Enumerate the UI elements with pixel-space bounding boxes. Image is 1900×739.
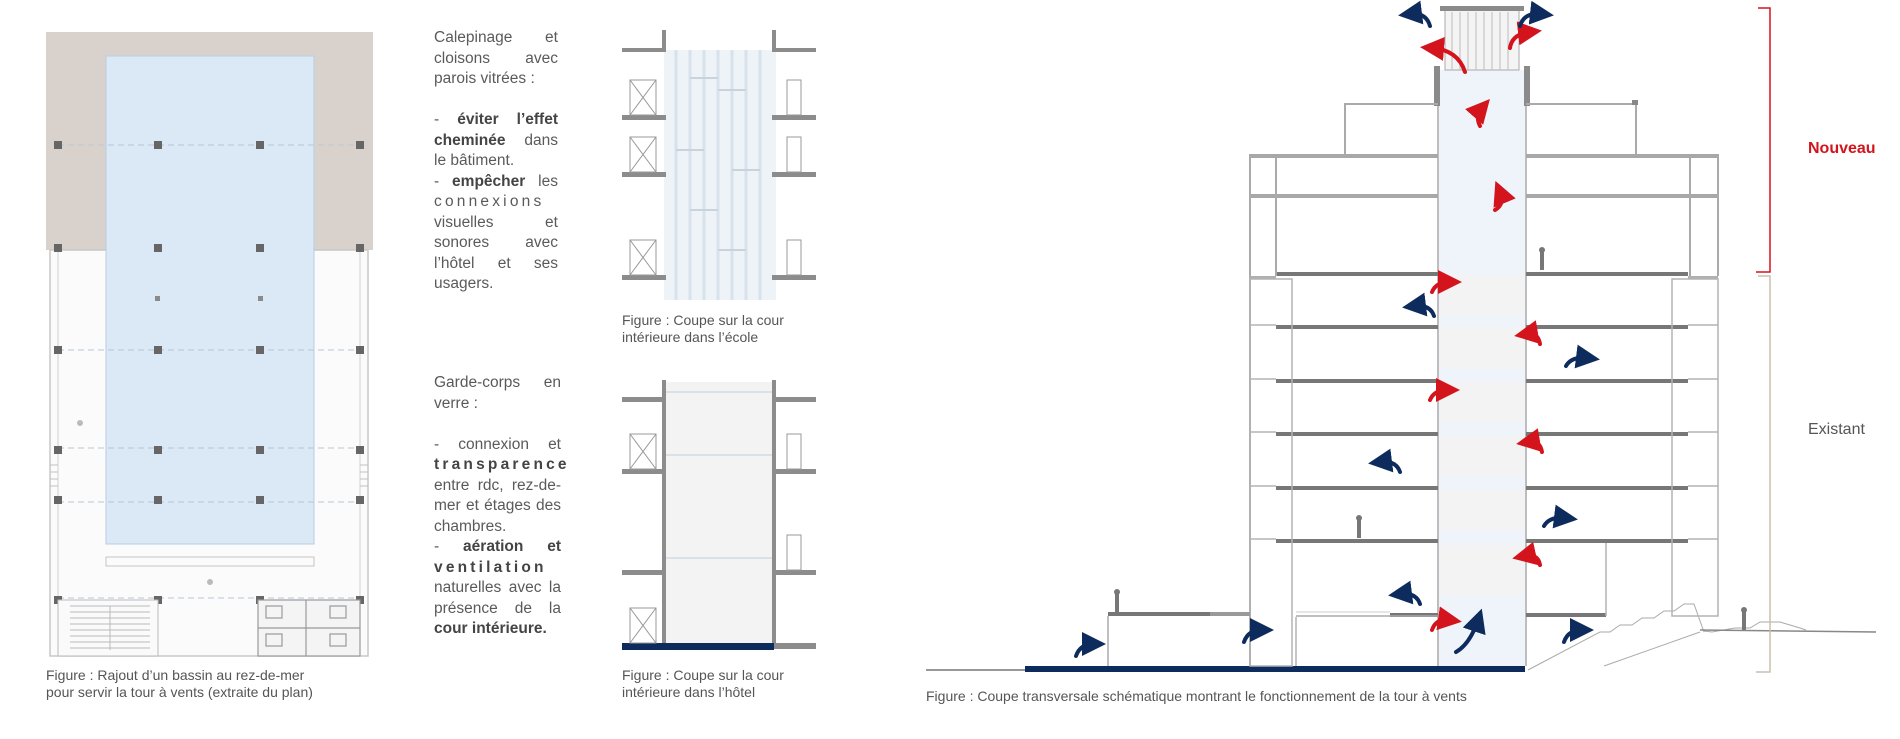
text-block-calepinage: Calepinage et cloisons avec parois vitrées : - éviter l’effet cheminée dans le bâtiment. - empêcher les connexions visuelles et sonores avec l’hôtel et ses usagers.: [434, 29, 558, 292]
connexions-spaced: connexions: [434, 193, 545, 210]
ecole-caption-line1: Figure : Coupe sur la cour: [622, 312, 784, 328]
effet-cheminee-bold: éviter l’effet cheminée: [434, 111, 558, 149]
hotel-caption-line1: Figure : Coupe sur la cour: [622, 667, 784, 683]
empecher-bold: empêcher: [452, 172, 526, 190]
text-block-garde-corps: Garde-corps en verre : - connexion et transparence entre rdc, rez-de-mer et étages des chambres. - aération et ventilation naturelles avec la présence de la cour intérieure.: [434, 374, 570, 637]
ventilation-rest: naturelles avec la présence de la: [434, 579, 561, 617]
plan-caption-line1: Figure : Rajout d’un bassin au rez-de-mer: [46, 667, 305, 683]
empecher-rest: visuelles et sonores avec l’hôtel et ses usagers.: [434, 213, 558, 292]
section-caption: Figure : Coupe transversale schématique montrant le fonctionnement de la tour à vents: [926, 688, 1467, 704]
hotel-caption-line2: intérieure dans l’hôtel: [622, 684, 756, 700]
empecher-les: les: [538, 172, 558, 190]
connexion-rest: entre rdc, rez-de-mer et étages des chambres.: [434, 476, 561, 535]
cour-interieure-bold: cour intérieure.: [434, 620, 547, 637]
calepinage-heading: Calepinage et cloisons avec parois vitrées :: [434, 29, 558, 87]
ecole-caption-line2: intérieure dans l’école: [622, 329, 759, 345]
plan-caption-line2: pour servir la tour à vents (extraite du plan): [46, 684, 313, 700]
ventilation-spaced: ventilation: [434, 558, 547, 576]
garde-corps-heading: Garde-corps en verre :: [434, 374, 561, 412]
transparence-spaced: transparence: [434, 456, 570, 473]
connexion-text: connexion et: [458, 435, 561, 453]
label-nouveau: Nouveau: [1808, 140, 1876, 157]
label-existant: Existant: [1808, 421, 1865, 438]
effet-cheminee-rest: dans le bâtiment.: [434, 131, 558, 169]
aeration-bold: aération et: [463, 538, 562, 555]
